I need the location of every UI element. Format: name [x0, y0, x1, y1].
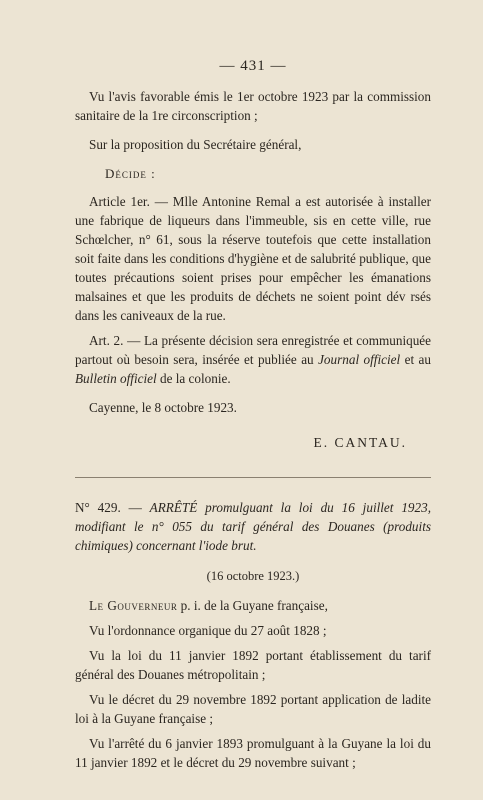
- article-2-text-b: et au: [400, 352, 431, 367]
- section-divider: [75, 477, 431, 478]
- visa-2: Vu la loi du 11 janvier 1892 portant établissement du tarif général des Douanes métropolitain ;: [75, 648, 431, 682]
- considerant-avis: Vu l'avis favorable émis le 1er octobre 1923 par la commission sanitaire de la 1re circonscription ;: [75, 89, 431, 123]
- gouverneur-line: [75, 596, 431, 615]
- visa-4: Vu l'arrêté du 6 janvier 1893 promulguant à la Guyane la loi du 11 janvier 1892 et le décret du 29 novembre suivant ;: [75, 736, 431, 770]
- decide-heading: Décide :: [105, 166, 156, 181]
- visa-3: Vu le décret du 29 novembre 1892 portant application de ladite loi à la Guyane française ;: [75, 692, 431, 726]
- visa-1: Vu l'ordonnance organique du 27 août 1828 ;: [89, 623, 327, 638]
- signature: E. CANTAU.: [313, 435, 407, 450]
- article-1: Article 1er. — Mlle Antonine Remal a est autorisée à installer une fabrique de liqueurs dans l'immeuble, sis en cette ville, rue Schœlcher, n° 61, sous la réserve toutefois que cette installation soit faite dans les conditions d'hygiène et de salubrité publique, que toutes précautions soient prises pour empêcher les émanations malsaines et que les produits de déchets ne soient point dév rsés dans les caniveaux de la rue.: [75, 194, 431, 323]
- article-2-text-c: de la colonie.: [156, 371, 231, 386]
- article-2: [75, 331, 431, 388]
- gouverneur-label: Le Gouverneur: [89, 598, 178, 613]
- place-date: Cayenne, le 8 octobre 1923.: [89, 400, 237, 415]
- arrete-number: N° 429. —: [75, 500, 150, 515]
- bulletin-officiel: Bulletin officiel: [75, 371, 157, 386]
- arrete-date: (16 octobre 1923.): [206, 569, 300, 583]
- considerant-proposition: Sur la proposition du Secrétaire général,: [89, 137, 302, 152]
- article-2-text-a: Art. 2. — La présente décision sera enregistrée et communiquée partout où besoin sera, insérée et publiée au: [75, 333, 431, 367]
- arrete-heading: [75, 498, 431, 555]
- gouverneur-rest: p. i. de la Guyane française,: [177, 598, 328, 613]
- arrete-title: ARRÊTÉ promulguant la loi du 16 juillet 1923, modifiant le n° 055 du tarif général des Douanes (produits chimiques) concernant l'iode brut.: [75, 500, 431, 553]
- page-number: — 431 —: [219, 58, 287, 74]
- journal-officiel: Journal officiel: [318, 352, 401, 367]
